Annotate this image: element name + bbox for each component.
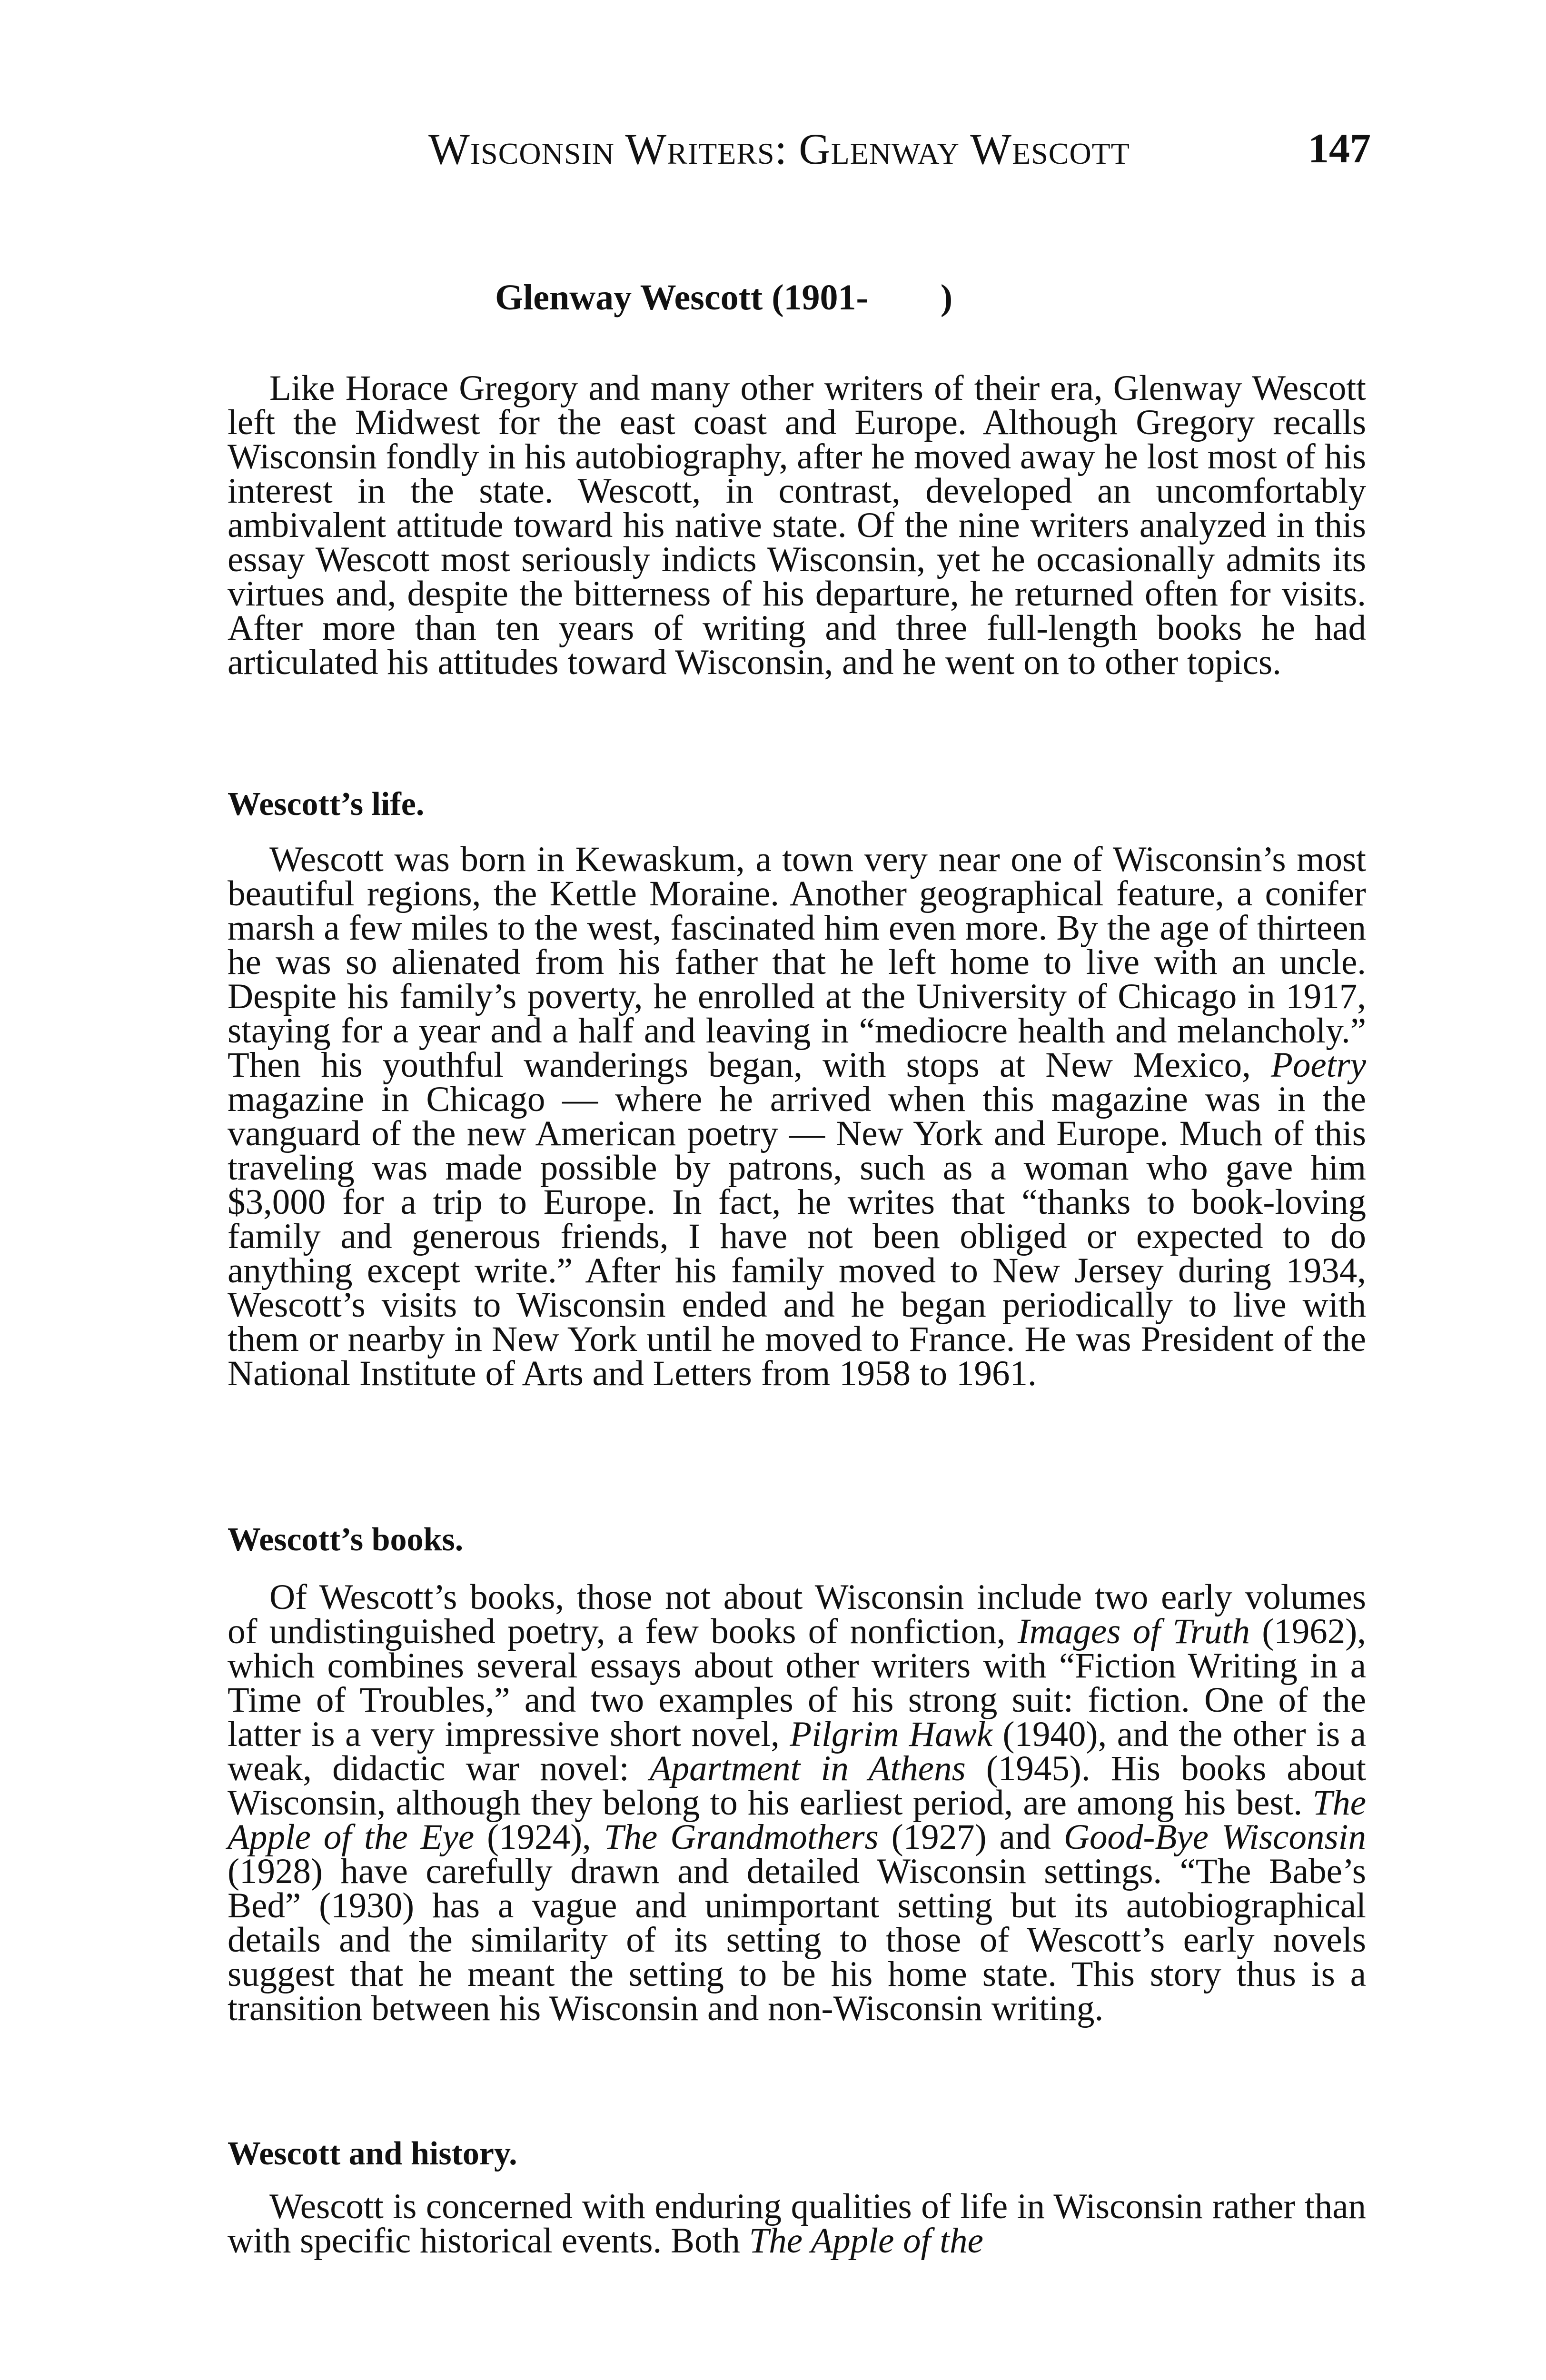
text-run: (1940), and the other is a weak, didactic war novel:: [228, 1715, 1366, 1788]
section-heading-life: Wescott’s life.: [228, 786, 425, 823]
article-title: Glenway Wescott (1901- ): [495, 278, 953, 317]
italic-title: The Grandmothers: [604, 1817, 879, 1857]
text-run: (1945). His books about Wisconsin, although they belong to his earliest period, are among his best.: [228, 1749, 1367, 1823]
text-run: Wescott was born in Kewaskum, a town very near one of Wisconsin’s most beautiful regions, the Kettle Moraine. Another geographical feature, a conifer marsh a few miles to the west, fascinated him even more. By the age of thirteen he was so alienated from his father that he left home to live with an uncle. Despite his family’s poverty, he enrolled at the University of Chicago in 1917, staying for a year and a half and leaving in “mediocre health and melancholy.” Then his youthful wanderings began, with stops at New Mexico,: [228, 840, 1366, 1085]
text-run: Of Wescott’s books, those not about Wisconsin include two early volumes of undistinguished poetry, a few books of nonfiction,: [228, 1577, 1366, 1651]
text-run: (1962), which combines several essays about other writers with “Fiction Writing in a Time of Troubles,” and two examples of his strong suit: fiction. One of the latter is a very impressive short novel,: [228, 1612, 1367, 1754]
books-paragraph: [228, 1577, 1367, 2028]
text-run: magazine in Chicago — where he arrived when this magazine was in the vanguard of the new American poetry — New York and Europe. Much of this traveling was made possible by patrons, such as a woman who gave him $3,000 for a trip to Europe. In fact, he writes that “thanks to book-loving family and generous friends, I have not been obliged or expected to do anything except write.” After his family moved to New Jersey during 1934, Wescott’s visits to Wisconsin ended and he began periodically to live with them or nearby in New York until he moved to France. He was President of the National Institute of Arts and Letters from 1958 to 1961.: [228, 1080, 1366, 1393]
italic-title: Apartment in Athens: [649, 1749, 966, 1788]
text-run: (1924),: [474, 1817, 604, 1857]
running-title: Wisconsin Writers: Glenway Wescott: [428, 125, 1130, 173]
text-run: Wescott is concerned with enduring qualities of life in Wisconsin rather than with specific historical events. Both: [228, 2187, 1366, 2261]
text-run: (1928) have carefully drawn and detailed Wisconsin settings. “The Babe’s Bed” (1930) has a vague and unimportant setting but its autobiographical details and the similarity of its setting to those of Wescott’s early novels suggest that he meant the setting to be his home state. This story thus is a transition between his Wisconsin and non-Wisconsin writing.: [228, 1852, 1366, 2028]
italic-title: Poetry: [1271, 1045, 1366, 1085]
page-number: 147: [1308, 126, 1371, 172]
italic-title: Images of Truth: [1017, 1612, 1250, 1651]
text-run: (1927) and: [878, 1817, 1064, 1857]
running-head: [228, 123, 1371, 175]
italic-title: The Apple of the: [749, 2221, 983, 2261]
italic-title: Good-Bye Wisconsin: [1063, 1817, 1366, 1857]
section-heading-books: Wescott’s books.: [228, 1521, 464, 1558]
section-heading-history: Wescott and history.: [228, 2135, 517, 2172]
italic-title: The Apple of the Eye: [228, 1783, 1366, 1857]
italic-title: Pilgrim Hawk: [790, 1715, 993, 1754]
intro-paragraph: Like Horace Gregory and many other writers of their era, Glenway Wescott left the Midwest for the east coast and Europe. Although Gregory recalls Wisconsin fondly in his autobiography, after he moved away he lost most of his interest in the state. Wescott, in contrast, developed an uncomfortably ambivalent attitude toward his native state. Of the nine writers analyzed in this essay Wescott most seriously indicts Wisconsin, yet he occasionally admits its virtues and, despite the bitterness of his departure, he returned often for visits. After more than ten years of writing and three full-length books he had articulated his attitudes toward Wisconsin, and he went on to other topics.: [228, 368, 1366, 682]
history-paragraph: [228, 2187, 1366, 2261]
life-paragraph: [228, 840, 1366, 1393]
